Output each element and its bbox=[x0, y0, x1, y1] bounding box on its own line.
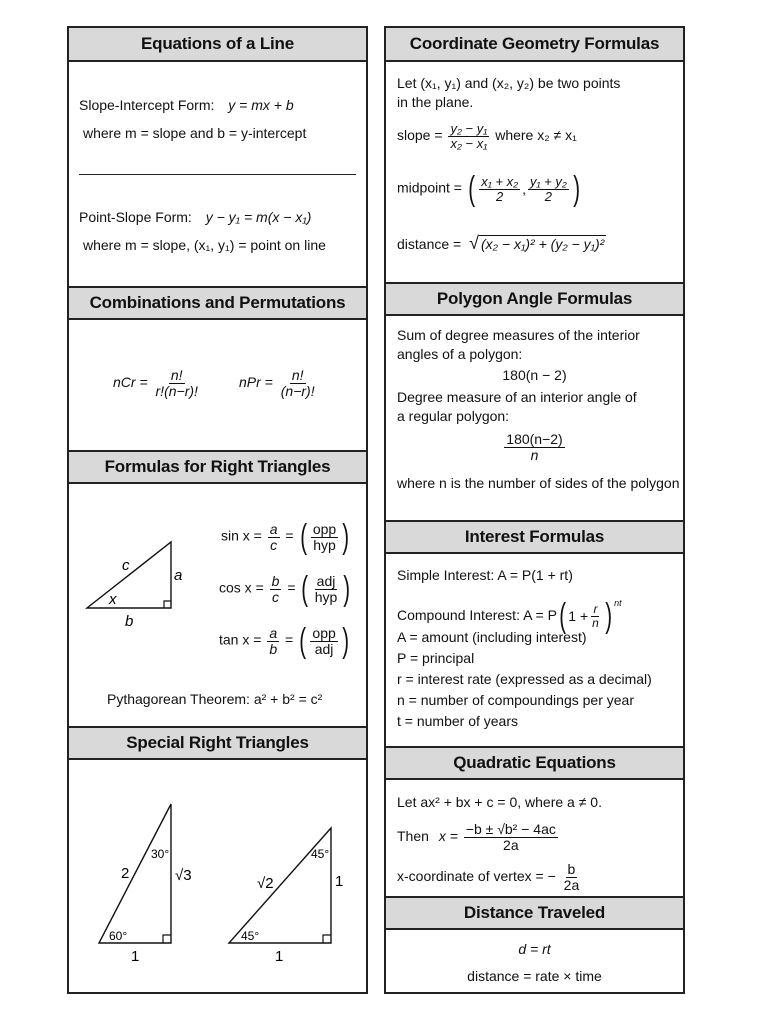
ncr-formula: nCr = $\frac{n!}{r!(n-r)!}$ bbox=[113, 367, 198, 399]
sqrt-icon: √ bbox=[469, 233, 479, 253]
equations-of-a-line-header bbox=[69, 28, 366, 62]
label-c: c bbox=[122, 557, 130, 574]
compound-interest: Compound Interest: A = P ( 1 + $\frac{r}{n}$ ) $^{nt}$ bbox=[397, 597, 622, 636]
t2-hyp: √2 bbox=[257, 875, 274, 892]
coordinate-geometry-header bbox=[386, 28, 683, 62]
left-column bbox=[67, 26, 368, 994]
t2-bottom-angle: 45° bbox=[241, 929, 260, 943]
coord-intro-line1: Let (x₁, y₁) and (x₂, y₂) be two points bbox=[397, 75, 621, 91]
equations-of-a-line-title: Equations of a Line bbox=[141, 34, 294, 53]
coordinate-geometry-title: Coordinate Geometry Formulas bbox=[409, 34, 660, 53]
special-triangles-title: Special Right Triangles bbox=[126, 733, 309, 752]
midpoint-formula: midpoint = ( $\frac{\text{x₁ + x₂}}{2}$ , $\frac{\text{y₁ + y₂}}{2}$ ) bbox=[397, 170, 580, 208]
principal-def: P = principal bbox=[397, 650, 475, 666]
distance-words: distance = rate × time bbox=[467, 968, 602, 984]
interest-title: Interest Formulas bbox=[464, 527, 605, 546]
polygon-angle-title: Polygon Angle Formulas bbox=[436, 289, 633, 308]
distance-header bbox=[386, 896, 683, 930]
cos-formula: cos x = $\frac{b}{c}$ = ( $\frac{\text{adj}}{\text{hyp}}$ ) bbox=[219, 570, 351, 608]
tan-formula: tan x = $\frac{a}{b}$ = ( $\frac{\text{opp}}{\text{adj}}$ ) bbox=[219, 622, 349, 660]
distance-equation: d = rt bbox=[518, 941, 551, 957]
poly-line1: Sum of degree measures of the interior bbox=[397, 327, 640, 343]
slope-formula: slope = $\frac{\text{y₂ − y₁}}{\text{x₂ − x₁}}$ where x₂ ≠ x₁ bbox=[397, 121, 577, 151]
compoundings-def: n = number of compoundings per year bbox=[397, 692, 634, 708]
poly-line6: where n is the number of sides of the polygon bbox=[397, 475, 680, 491]
quadratic-let: Let ax² + bx + c = 0, where a ≠ 0. bbox=[397, 794, 602, 810]
poly-line5: a regular polygon: bbox=[397, 408, 510, 424]
sin-formula: sin x = $\frac{a}{c}$ = ( $\frac{\text{opp}}{\text{hyp}}$ ) bbox=[221, 518, 350, 556]
time-def: t = number of years bbox=[397, 713, 519, 729]
t2-top-angle: 45° bbox=[311, 847, 330, 861]
quadratic-formula: Then x = $\frac{\text{−b ± √b² − 4ac}}{2a}$ bbox=[397, 821, 556, 853]
distance-title: Distance Traveled bbox=[463, 903, 606, 922]
t1-hyp: 2 bbox=[121, 865, 130, 882]
right-triangles-title: Formulas for Right Triangles bbox=[104, 457, 331, 476]
t1-side: √3 bbox=[175, 867, 192, 884]
combinations-title: Combinations and Permutations bbox=[89, 293, 346, 312]
slope-intercept-form: Slope-Intercept Form: y = mx + b bbox=[79, 97, 294, 113]
distance-formula: distance = √ (x₂ − x₁)² + (y₂ − y₁)² bbox=[397, 233, 605, 253]
rate-def: r = interest rate (expressed as a decimal) bbox=[397, 671, 652, 687]
label-x: x bbox=[109, 591, 117, 608]
quadratic-title: Quadratic Equations bbox=[453, 753, 616, 772]
label-a: a bbox=[174, 567, 183, 584]
poly-line2: angles of a polygon: bbox=[397, 346, 523, 362]
special-triangles-diagram bbox=[69, 768, 366, 968]
t2-side: 1 bbox=[335, 873, 344, 890]
point-slope-where: where m = slope, (x₁, y₁) = point on line bbox=[83, 237, 326, 253]
point-slope-form: Point-Slope Form: y − y₁ = m(x − x₁) bbox=[79, 209, 312, 225]
vertex-formula: x-coordinate of vertex = − $\frac{b}{2a}$ bbox=[397, 861, 580, 893]
label-b: b bbox=[125, 613, 134, 630]
poly-sum-formula: 180(n − 2) bbox=[502, 367, 567, 383]
t2-base: 1 bbox=[275, 948, 284, 965]
polygon-angle-header bbox=[386, 282, 683, 316]
t1-bottom-angle: 60° bbox=[109, 929, 128, 943]
simple-interest: Simple Interest: A = P(1 + rt) bbox=[397, 567, 573, 583]
special-triangles-header bbox=[69, 726, 366, 760]
slope-intercept-where: where m = slope and b = y-intercept bbox=[83, 125, 307, 141]
t1-top-angle: 30° bbox=[151, 847, 170, 861]
line-divider bbox=[79, 174, 356, 175]
right-triangle-diagram bbox=[79, 528, 189, 638]
quadratic-header bbox=[386, 746, 683, 780]
npr-formula: nPr = $\frac{n!}{(n-r)!}$ bbox=[239, 367, 315, 399]
right-triangles-header bbox=[69, 450, 366, 484]
amount-def: A = amount (including interest) bbox=[397, 629, 587, 645]
combinations-header bbox=[69, 286, 366, 320]
t1-base: 1 bbox=[131, 948, 140, 965]
coord-intro-line2: in the plane. bbox=[397, 94, 474, 110]
poly-line4: Degree measure of an interior angle of bbox=[397, 389, 637, 405]
poly-interior-formula: $\frac{180(n-2)}{n}$ bbox=[506, 431, 563, 463]
right-column bbox=[384, 26, 685, 994]
pythagorean-theorem: Pythagorean Theorem: a² + b² = c² bbox=[107, 691, 323, 707]
interest-header bbox=[386, 520, 683, 554]
